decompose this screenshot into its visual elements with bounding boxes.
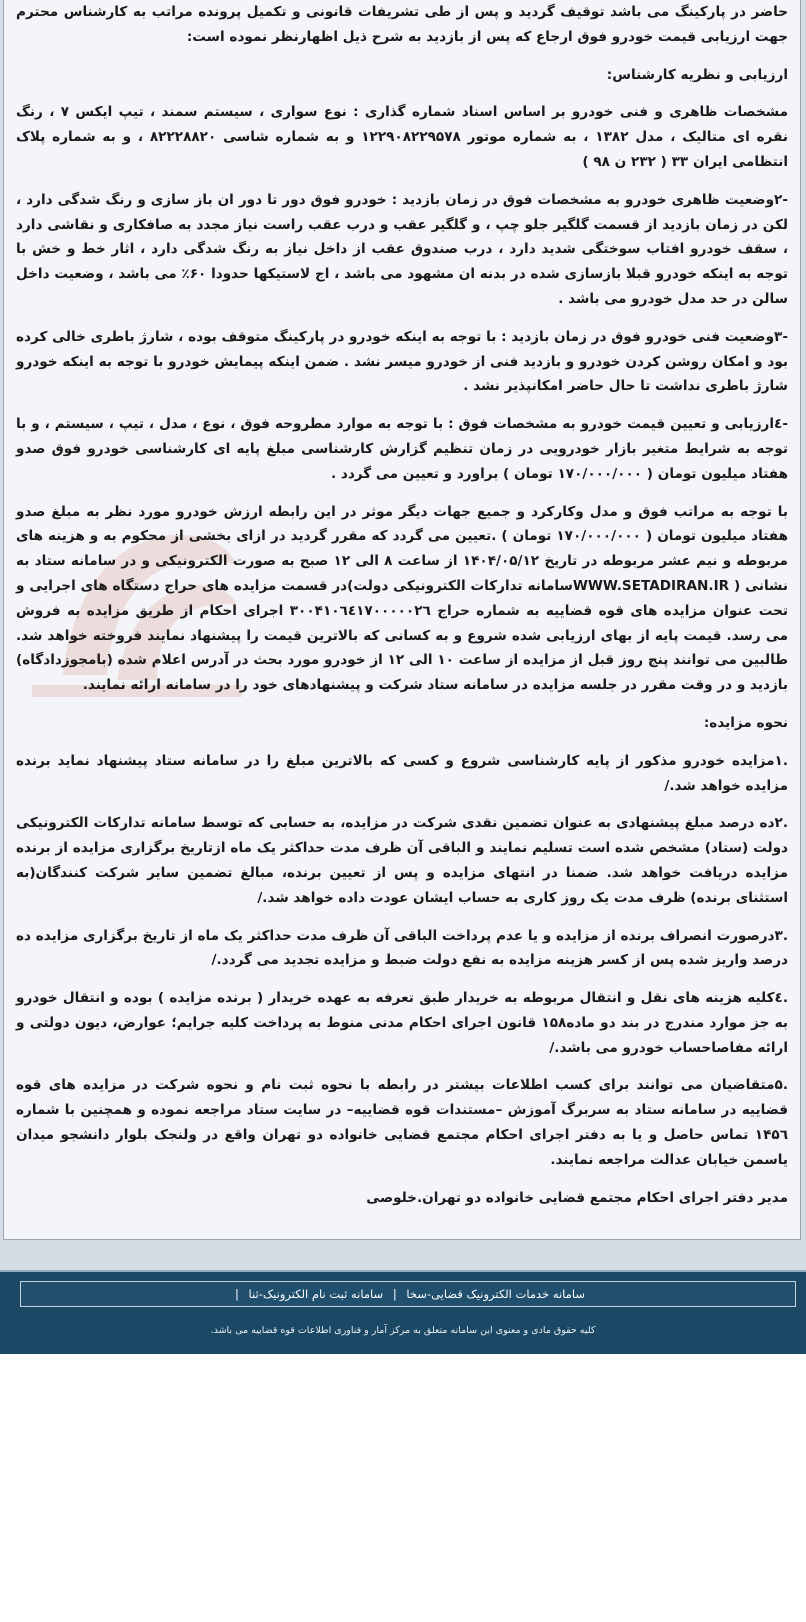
exterior-condition-paragraph: -۲وضعیت ظاهری خودرو به مشخصات فوق در زمان بازدید : خودرو فوق دور تا دور ان باز سازی و رنگ شدگی دارد ، لکن در زمان بازدید از قسمت گلگیر جلو چپ ، و گلگیر عقب و درب عقب راست نیاز مجدد به صافکاری و نقاشی دارد ، سقف خودرو افتاب سوختگی شدید دارد ، درب صندوق عقب از داخل نیاز به رنگ شدگی دارد ، اثار خط و خش با توجه به اینکه خودرو قبلا بازسازی شده در بدنه ان مشهود می باشد ، اج لاستیکها حدودا ۶۰٪ می باشد ، وضعیت داخل سالن در حد مدل خودرو می باشد . <box>16 191 788 307</box>
footer-separator: | <box>392 1287 397 1301</box>
intro-paragraph: حاضر در پارکینگ می باشد توقیف گردید و پس از طی تشریفات قانونی و تکمیل پرونده مراتب به کارشناس محترم جهت ارزیابی قیمت خودرو فوق ارجاع که پس از بازدید به شرح ذیل اظهارنظر نموده است: <box>16 4 788 45</box>
auction-method-heading: نحوه مزایده: <box>703 714 788 731</box>
footer-link-sakha[interactable]: سامانه خدمات الکترونیک قضایی-سخا <box>406 1287 585 1301</box>
auction-rule-2: .۲ده درصد مبلغ پیشنهادی به عنوان تضمین نقدی شرکت در مزایده، به حسابی که توسط سامانه تدارکات الکترونیکی دولت (ستاد) مشخص شده است تسلیم نمایند و الباقی آن ظرف مدت حداکثر یک ماه ازتاریخ برگزاری مزایده از برنده مزایده دریافت خواهد شد. ضمنا در انتهای مزایده و پس از تعیین برنده، مبالغ تضمین سایر شرکت کنندگان(به استثنای برنده) ظرف مدت یک روز کاری به حساب ایشان عودت داده خواهد شد./ <box>16 815 788 906</box>
footer-copyright: کلیه حقوق مادی و معنوی این سامانه متعلق به مرکز آمار و فناوری اطلاعات قوه قضاییه می باشد. <box>210 1325 596 1336</box>
auction-rule-3: .۳درصورت انصراف برنده از مزایده و یا عدم پرداخت الباقی آن ظرف مدت حداکثر یک ماه از تاریخ برگزاری مزایده ده درصد واریز شده پس از کسر هزینه مزایده به نفع دولت ضبط و مزایده تجدید می گردد./ <box>16 927 788 969</box>
vehicle-specs-paragraph: مشخصات ظاهری و فنی خودرو بر اساس اسناد شماره گذاری : نوع سواری ، سیستم سمند ، تیپ ایکس ۷ ، رنگ نقره ای متالیک ، مدل ۱۳۸۲ ، به شماره موتور ۱۲۲۹۰۸۲۲۹۵۷۸ و به شماره شاسی ۸۲۲۲۸۸۲۰ ، و به شماره پلاک انتظامی ایران ۳۳ ( ۲۳۲ ن ۹۸ ) <box>16 104 789 170</box>
auction-rule-1: .۱مزایده خودرو مذکور از پایه کارشناسی شروع و کسی که بالاترین مبلغ را در سامانه ستاد پیشنهاد نماید برنده مزایده خواهد شد./ <box>16 752 788 794</box>
auction-rule-4: .٤کلیه هزینه های نقل و انتقال مربوطه به خریدار طبق تعرفه به عهده خریدار ( برنده مزایده ) بوده و انتقال خودرو به جز موارد مندرج در بند دو ماده۱۵۸ قانون اجرای احکام مدنی منوط به پرداخت کلیه جرایم؛ عوارض، دیون دولتی و ارائه مفاصاحساب خودرو می باشد./ <box>16 990 788 1056</box>
content-panel <box>3 0 801 1240</box>
technical-condition-paragraph: -۳وضعیت فنی خودرو فوق در زمان بازدید : با توجه به اینکه خودرو در پارکینگ متوقف بوده ، شارژ باطری خالی کرده بود و امکان روشن کردن خودرو و بازدید فنی از خودرو میسر نشد . ضمن اینکه پیمایش خودرو با توجه به اینکه خودرو شارژ باطری نداشت تا حال حاضر امکانپذیر نشد . <box>16 328 788 395</box>
footer-separator: | <box>235 1287 239 1301</box>
signature-line: مدیر دفتر اجرای احکام مجتمع قضایی خانواده دو تهران.خلوصی <box>366 1189 788 1206</box>
expert-heading: ارزیابی و نظریه کارشناس: <box>606 66 788 83</box>
auction-details-paragraph: با توجه به مراتب فوق و مدل وکارکرد و جمیع جهات دیگر موثر در این رابطه ارزش خودرو مورد نظر به مبلغ صدو هفتاد میلیون تومان ( ۱۷۰/۰۰۰/۰۰۰ تومان ) .تعیین می گردد که مقرر گردید در ازای بخشی از محکوم به و هزینه های مربوطه و نیم عشر مربوطه در تاریخ ۱۴۰۴/۰۵/۱۲ از ساعت ۸ الی ۱۲ صبح به صورت الکترونیکی و در سامانه ستاد به نشانی ( WWW.SETADIRAN.IRسامانه تدارکات الکترونیکی دولت)در قسمت مزایده های حراج دستگاه های اجرایی و تحت عنوان مزایده های قوه قضاییه به شماره حراج ۳۰۰۴۱۰٦٤۱۷۰۰۰۰۰۲٦ اجرای احکام از طریق مزایده به فروش می رسد. قیمت پایه از بهای ارزیابی شده شروع و به کسانی که بالاترین قیمت را پیشنهاد نمایند فروخته خواهد شد. طالبین می توانند پنج روز قبل از مزایده از ساعت ۱۰ الی ۱۲ از خودرو مورد بحث در آدرس اعلام شده (بامجوزدادگاه) بازدید و در وقت مقرر در جلسه مزایده در سامانه ستاد شرکت و پیشنهادهای خود را در سامانه ارائه نمایند. <box>16 503 789 694</box>
valuation-paragraph: -٤ارزیابی و تعیین قیمت خودرو به مشخصات فوق : با توجه به موارد مطروحه فوق ، نوع ، مدل ، تیپ ، سیستم ، و با توجه به شرایط متغیر بازار خودرویی در زمان تنظیم گزارش کارشناسی مبلغ پایه ای کارشناسی خودرو فوق صدو هفتاد میلیون تومان ( ۱۷۰/۰۰۰/۰۰۰ تومان ) براورد و تعیین می گردد . <box>16 416 788 482</box>
footer-links-bar <box>20 1281 796 1307</box>
auction-notice-text <box>4 0 800 1210</box>
footer-link-thana[interactable]: سامانه ثبت نام الکترونیک-ثنا <box>248 1287 384 1301</box>
auction-rule-5: .۵متقاضیان می توانند برای کسب اطلاعات بیشتر در رابطه با نحوه ثبت نام و نحوه شرکت در مزایده های قوه قضاییه در سامانه ستاد به سربرگ آموزش –مستندات قوه قضاییه– در سایت ستاد مراجعه نموده و همچنین با شماره ۱۴۵٦ تماس حاصل و یا به دفتر اجرای احکام مجتمع قضایی خانواده دو تهران واقع در ولنجک بلوار دانشجو میدان یاسمن خیابان عدالت مراجعه نمایند. <box>16 1077 788 1168</box>
site-footer <box>0 1270 806 1354</box>
